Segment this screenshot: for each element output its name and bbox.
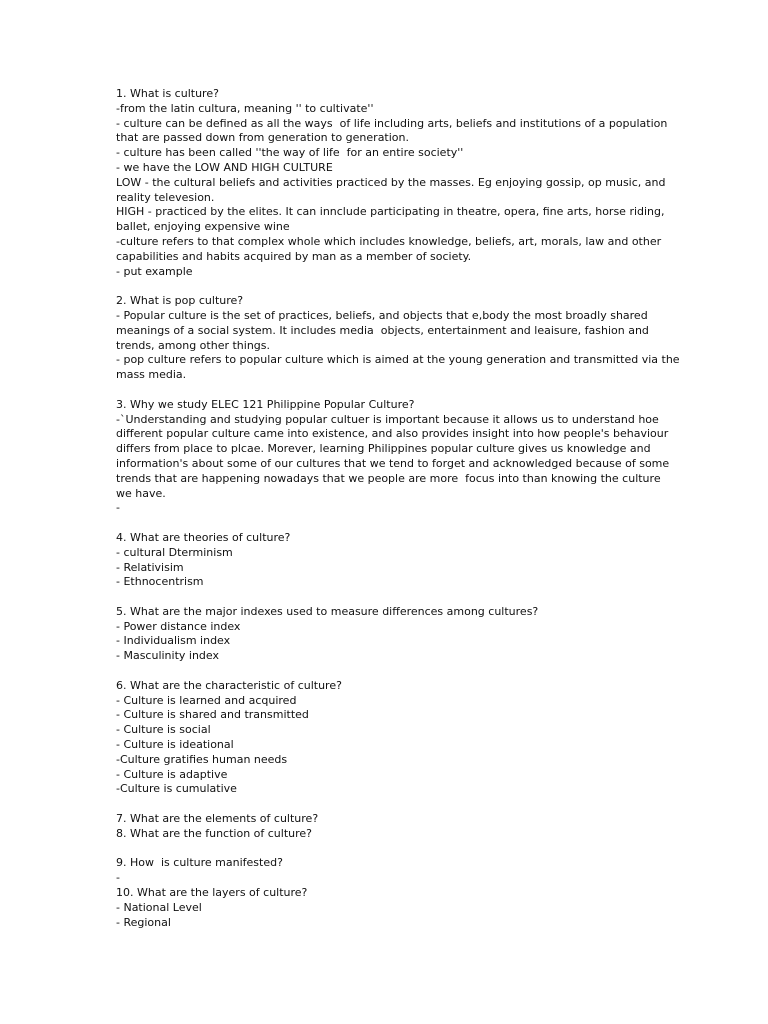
text-line: HIGH - practiced by the elites. It can innclude participating in theatre, opera, fine arts, horse riding, [116, 205, 665, 219]
text-line: 10. What are the layers of culture? [116, 886, 308, 900]
text-line: - National Level [116, 900, 202, 914]
text-line: - Ethnocentrism [116, 575, 204, 589]
text-line: we have. [116, 486, 166, 500]
text-line: - Culture is adaptive [116, 767, 228, 781]
text-line: - put example [116, 264, 193, 278]
text-line: - culture has been called ''the way of life for an entire society'' [116, 146, 464, 160]
text-line: reality televesion. [116, 190, 215, 204]
text-line: information's about some of our cultures that we tend to forget and acknowledged because of some [116, 456, 670, 470]
text-line: - Culture is shared and transmitted [116, 708, 309, 722]
blank-line [116, 383, 656, 398]
text-line: 8. What are the function of culture? [116, 826, 313, 840]
blank-line [116, 516, 656, 531]
text-line: 1. What is culture? [116, 87, 219, 100]
text-line: - Culture is ideational [116, 738, 234, 752]
text-line: - pop culture refers to popular culture which is aimed at the young generation and transmitted via the [116, 353, 680, 367]
text-line: 3. Why we study ELEC 121 Philippine Popular Culture? [116, 397, 415, 411]
text-line: 5. What are the major indexes used to measure differences among cultures? [116, 604, 539, 618]
text-line: LOW - the cultural beliefs and activities practiced by the masses. Eg enjoying gossip, op music, and [116, 175, 666, 189]
blank-line [116, 797, 656, 812]
text-line: trends, among other things. [116, 338, 270, 352]
text-line: -Culture is cumulative [116, 782, 237, 796]
text-line: 7. What are the elements of culture? [116, 812, 319, 826]
text-line: differs from place to plcae. Morever, learning Philippines popular culture gives us knowledge and [116, 442, 651, 456]
text-line: ballet, enjoying expensive wine [116, 220, 290, 234]
text-line: - Power distance index [116, 619, 241, 633]
text-line: different popular culture came into existence, and also provides insight into how people's behaviour [116, 427, 669, 441]
text-line: meanings of a social system. It includes media objects, entertainment and leaisure, fashion and [116, 323, 649, 337]
text-line: - Relativisim [116, 560, 184, 574]
text-line: - [116, 871, 120, 885]
blank-line [116, 590, 656, 605]
text-line: - Masculinity index [116, 649, 220, 663]
text-line: -from the latin cultura, meaning '' to cultivate'' [116, 101, 374, 115]
text-line: - Culture is social [116, 723, 211, 737]
document-text [116, 87, 680, 930]
text-line: - Culture is learned and acquired [116, 693, 297, 707]
text-line: 2. What is pop culture? [116, 294, 244, 308]
text-line: that are passed down from generation to generation. [116, 131, 410, 145]
text-line: 4. What are theories of culture? [116, 530, 291, 544]
text-line: mass media. [116, 368, 187, 382]
text-line: - cultural Dterminism [116, 545, 233, 559]
text-line: 9. How is culture manifested? [116, 856, 283, 870]
text-line: -culture refers to that complex whole which includes knowledge, beliefs, art, morals, law and other [116, 234, 662, 248]
text-line: - [116, 501, 120, 515]
text-line: -`Understanding and studying popular cultuer is important because it allows us to understand hoe [116, 412, 659, 426]
blank-line [116, 279, 656, 294]
text-line: -Culture gratifies human needs [116, 752, 288, 766]
text-line: trends that are happening nowadays that we people are more focus into than knowing the culture [116, 471, 661, 485]
text-line: - Individualism index [116, 634, 231, 648]
text-line: 6. What are the characteristic of culture? [116, 678, 342, 692]
text-line: - we have the LOW AND HIGH CULTURE [116, 160, 333, 174]
blank-line [116, 842, 656, 857]
text-line: - culture can be defined as all the ways of life including arts, beliefs and institutions of a population [116, 116, 668, 130]
text-line: capabilities and habits acquired by man as a member of society. [116, 249, 472, 263]
text-line: - Popular culture is the set of practices, beliefs, and objects that e,body the most broadly shared [116, 308, 648, 322]
text-line: - Regional [116, 915, 171, 929]
blank-line [116, 664, 656, 679]
